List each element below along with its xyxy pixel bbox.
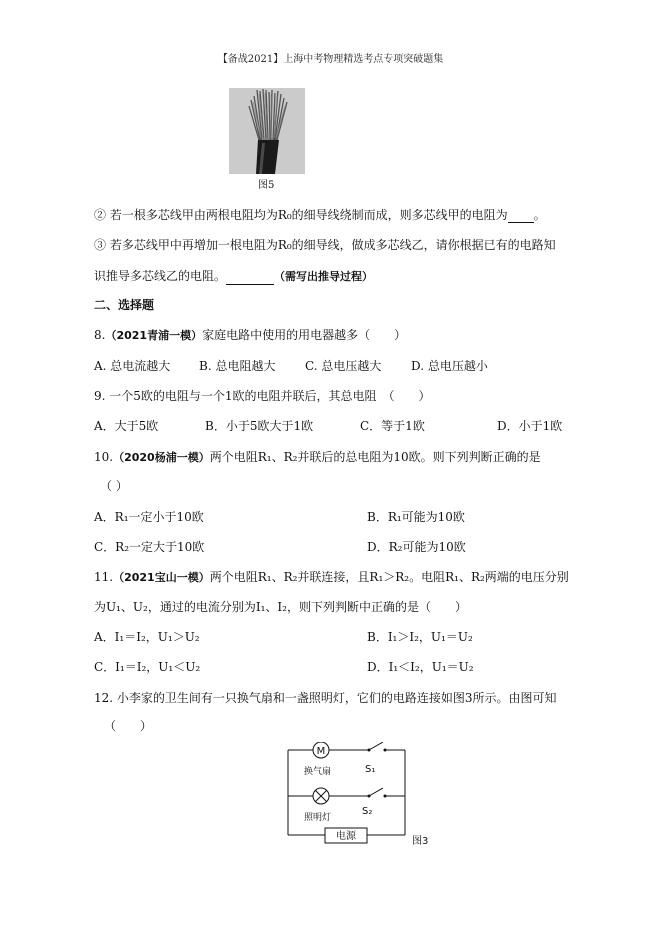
q12-stem-line2: （ ） — [104, 719, 153, 733]
q8-number: 8. — [94, 328, 106, 342]
q8-option-b: B. 总电阻越大 — [199, 359, 276, 373]
q7-part2 — [94, 207, 546, 223]
figure5-caption: 图5 — [258, 180, 275, 191]
q7-part3-line1: ③ 若多芯线甲中再增加一根电阻为R₀的细导线，做成多芯线乙，请你根据已有的电路知 — [94, 238, 556, 252]
wire-photo — [229, 88, 305, 174]
switch-s2-label: S₂ — [362, 806, 373, 817]
q11-option-b: B．I₁＞I₂，U₁＝U₂ — [367, 630, 473, 644]
q10-option-b: B．R₁可能为10欧 — [367, 510, 465, 524]
q8-option-c: C. 总电压越大 — [305, 359, 382, 373]
answer-blank — [226, 272, 274, 285]
q10-text: 两个电阻R₁、R₂并联后的总电阻为10欧。则下列判断正确的是 — [209, 450, 541, 464]
q9-option-b: B．小于5欧大于1欧 — [205, 419, 314, 433]
q11-number: 11. — [94, 570, 114, 584]
q11-stem-line2: 为U₁、U₂，通过的电流分别为I₁、I₂，则下列判断中正确的是（ ） — [94, 600, 467, 614]
q7-part2-text: ② 若一根多芯线甲由两根电阻均为R₀的细导线绕制而成，则多芯线甲的电阻为 — [94, 208, 508, 222]
q11-option-a: A．I₁＝I₂，U₁＞U₂ — [94, 630, 200, 644]
q10-source: （2020杨浦一模） — [113, 451, 210, 464]
q11-stem-line1 — [94, 569, 569, 586]
q7-part3-line2 — [94, 268, 373, 285]
switch-s2-icon — [368, 788, 387, 798]
q9-option-a: A．大于5欧 — [94, 419, 159, 433]
q8-stem — [94, 327, 406, 344]
answer-blank — [508, 210, 534, 223]
q10-option-a: A．R₁一定小于10欧 — [94, 510, 204, 524]
fan-label: 换气扇 — [304, 767, 332, 777]
page-header: 【备战2021】上海中考物理精选考点专项突破题集 — [217, 54, 444, 65]
q7-part3-text: 识推导多芯线乙的电阻。 — [94, 269, 227, 283]
q10-option-d: D．R₂可能为10欧 — [367, 540, 466, 554]
q11-text: 两个电阻R₁、R₂并联连接，且R₁＞R₂。电阻R₁、R₂两端的电压分别 — [209, 570, 569, 584]
q11-source: （2021宝山一模） — [113, 571, 210, 584]
circuit-diagram — [282, 742, 467, 852]
lamp-icon — [313, 788, 329, 804]
q11-option-d: D．I₁＜I₂，U₁＝U₂ — [367, 660, 474, 674]
switch-s1-label: S₁ — [365, 764, 376, 775]
q10-stem-line1 — [94, 449, 541, 466]
motor-symbol: M — [316, 746, 326, 757]
q8-option-d: D. 总电压越小 — [411, 359, 488, 373]
q10-number: 10. — [94, 450, 114, 464]
q10-stem-line2: （ ） — [100, 479, 128, 493]
q9-stem: 9. 一个5欧的电阻与一个1欧的电阻并联后，其总电阻 （ ） — [94, 389, 431, 403]
q8-source: （2021青浦一模） — [105, 329, 203, 342]
q7-part3-note: （需写出推导过程） — [274, 270, 374, 283]
switch-s1-icon — [368, 742, 387, 752]
lamp-label: 照明灯 — [304, 813, 332, 823]
figure3-caption: 图3 — [412, 836, 429, 847]
power-source-label: 电源 — [336, 831, 356, 842]
section-heading: 二、选择题 — [94, 298, 155, 312]
q9-option-c: C．等于1欧 — [360, 419, 425, 433]
q8-text: 家庭电路中使用的用电器越多（ ） — [202, 328, 407, 342]
q8-option-a: A. 总电流越大 — [94, 359, 171, 373]
q10-option-c: C．R₂一定大于10欧 — [94, 540, 205, 554]
q9-option-d: D．小于1欧 — [497, 419, 563, 433]
q11-option-c: C．I₁＝I₂，U₁＜U₂ — [94, 660, 201, 674]
q7-part2-end: 。 — [533, 208, 546, 222]
q12-stem-line1: 12. 小李家的卫生间有一只换气扇和一盏照明灯，它们的电路连接如图3所示。由图可知 — [94, 691, 557, 705]
